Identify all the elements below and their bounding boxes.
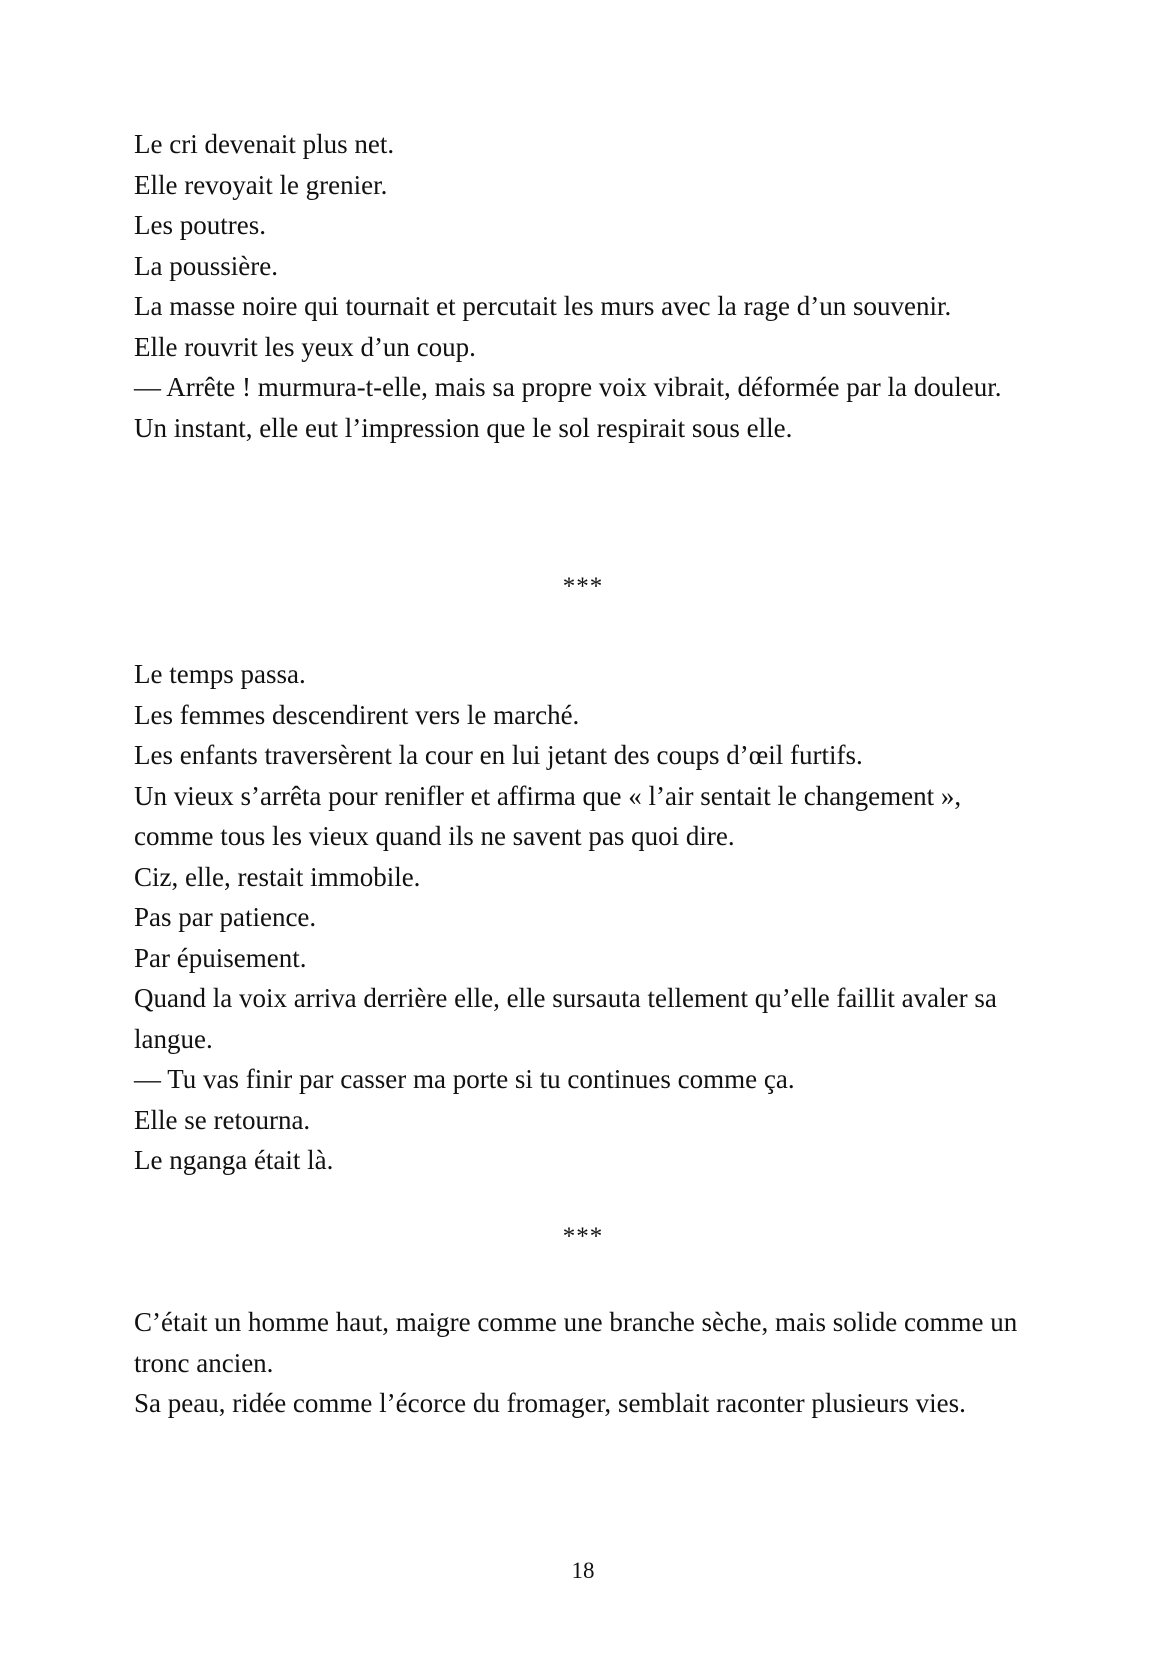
paragraph: Le temps passa. (134, 659, 306, 689)
paragraph: Quand la voix arriva derrière elle, elle sursauta tellement qu’elle faillit avaler sa langue. (134, 983, 997, 1054)
paragraph: — Arrête ! murmura-t-elle, mais sa propre voix vibrait, déformée par la douleur. (134, 372, 1002, 402)
paragraph: La masse noire qui tournait et percutait les murs avec la rage d’un souvenir. (134, 291, 952, 321)
section-separator: *** (562, 573, 604, 600)
paragraph: Ciz, elle, restait immobile. (134, 861, 421, 892)
paragraph: Elle revoyait le grenier. (134, 169, 388, 200)
page-number: 18 (571, 1558, 595, 1583)
text-block (134, 654, 1034, 1181)
paragraph: Sa peau, ridée comme l’écorce du fromager, semblait raconter plusieurs vies. (134, 1388, 966, 1418)
paragraph: La poussière. (134, 250, 278, 281)
text-block (134, 124, 1034, 448)
paragraph: Elle rouvrit les yeux d’un coup. (134, 331, 476, 362)
paragraph: Les femmes descendirent vers le marché. (134, 699, 580, 730)
paragraph: Par épuisement. (134, 942, 307, 973)
paragraph: — Tu vas finir par casser ma porte si tu continues comme ça. (134, 1064, 795, 1094)
paragraph: Un vieux s’arrêta pour renifler et affirma que « l’air sentait le changement », comme tous les vieux quand ils ne savent pas quoi dire. (134, 780, 962, 851)
text-block (134, 1302, 1034, 1424)
paragraph: Les poutres. (134, 210, 266, 240)
paragraph: Un instant, elle eut l’impression que le sol respirait sous elle. (134, 412, 793, 443)
paragraph: Le nganga était là. (134, 1145, 334, 1175)
paragraph: Elle se retourna. (134, 1104, 311, 1135)
paragraph: Les enfants traversèrent la cour en lui jetant des coups d’œil furtifs. (134, 740, 863, 770)
paragraph: C’était un homme haut, maigre comme une branche sèche, mais solide comme un tronc ancien. (134, 1307, 1018, 1378)
paragraph: Pas par patience. (134, 902, 317, 932)
paragraph: Le cri devenait plus net. (134, 129, 395, 159)
section-separator: *** (562, 1223, 604, 1250)
